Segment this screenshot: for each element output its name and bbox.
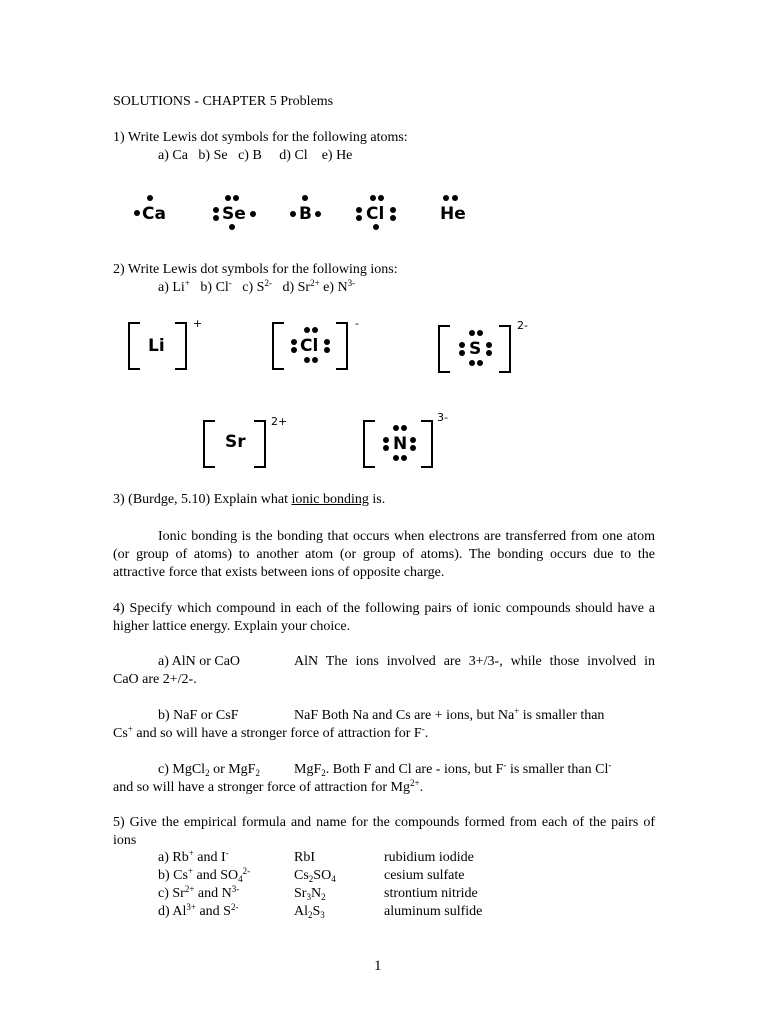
ion-charge: - [355,317,359,330]
right-bracket [175,322,187,370]
electron-dot [134,210,140,216]
electron-dot [370,195,376,201]
electron-dot [383,445,389,451]
ion-charge: 2- [517,319,528,332]
electron-dot [324,347,330,353]
electron-dot [486,342,492,348]
q5-row-formula: RbI [294,850,315,865]
electron-dot [459,342,465,348]
electron-dot [410,445,416,451]
electron-dot [393,455,399,461]
q5-row-formula: $Al_2S_3$ [294,904,325,920]
electron-dot [302,195,308,201]
left-bracket [438,325,450,373]
right-bracket [421,420,433,468]
q5-row-name: cesium sulfate [384,868,465,883]
right-bracket [336,322,348,370]
q5-row-formula: $Sr_3N_2$ [294,886,326,902]
electron-dot [213,207,219,213]
lewis-symbol-s: S [469,339,482,359]
q3-answer: Ionic bonding is the bonding that occurs when electrons are transferred from one atom (or group of atoms) to another atom (or group of atoms). The bonding occurs due to the attractive force that exists between ions of opposite charge. [113,529,655,580]
electron-dot [315,211,321,217]
electron-dot [324,339,330,345]
ion-charge: 2+ [271,415,288,428]
lewis-symbol-sr: Sr [225,432,246,452]
page-number: 1 [374,958,382,974]
electron-dot [477,360,483,366]
lewis-symbol-ca: Ca [142,204,166,224]
lewis-symbol-he: He [440,204,466,224]
q1-prompt: 1) Write Lewis dot symbols for the following atoms: [113,130,408,145]
q4b-answer-cont: Cs+ and so will have a stronger force of attraction for F-. [113,724,429,741]
electron-dot [390,215,396,221]
electron-dot [373,224,379,230]
electron-dot [291,339,297,345]
electron-dot [469,360,475,366]
q4a-answer-cont: CaO are 2+/2-. [113,672,197,687]
electron-dot [401,455,407,461]
electron-dot [459,350,465,356]
left-bracket [363,420,375,468]
q4a-label: a) AlN or CaO [158,654,241,669]
q4a-answer: AlN The ions involved are 3+/3-, while those involved in [294,654,655,669]
q5-row-name: rubidium iodide [384,850,474,865]
q4c-answer: MgF$_2$. Both F and Cl are - ions, but F- is smaller than Cl- [294,760,612,778]
right-bracket [254,420,266,468]
electron-dot [304,327,310,333]
electron-dot [383,437,389,443]
lewis-symbol-n: N [393,434,408,454]
q5-row-ions: d) $Al^{3+}$ and $S^{2-}$ [158,902,239,919]
lewis-symbol-cl-ion: Cl [300,336,319,356]
electron-dot [393,425,399,431]
electron-dot [452,195,458,201]
left-bracket [128,322,140,370]
ion-charge: 3- [437,411,448,424]
electron-dot [213,215,219,221]
q5-row-ions: a) Rb+ and I- [158,848,229,865]
q4-prompt: 4) Specify which compound in each of the following pairs of ionic compounds should have a higher lattice energy. Explain your choice. [113,601,655,634]
electron-dot [312,357,318,363]
lewis-symbol-se: Se [222,204,246,224]
q5-row-ions: b) Cs+ and $SO_4^{2-}$ [158,866,251,884]
left-bracket [272,322,284,370]
electron-dot [486,350,492,356]
lewis-symbol-li: Li [148,336,165,356]
lewis-symbol-b: B [299,204,312,224]
electron-dot [233,195,239,201]
lewis-symbol-cl: Cl [366,204,385,224]
q4c-answer-cont: and so will have a stronger force of attraction for $Mg^{2+}$. [113,778,424,795]
q4b-answer: NaF Both Na and Cs are + ions, but Na+ is smaller than [294,706,605,723]
electron-dot [410,437,416,443]
q4b-label: b) NaF or CsF [158,708,239,723]
q3-prompt: 3) (Burdge, 5.10) Explain what ionic bonding is. [113,492,386,507]
electron-dot [356,215,362,221]
right-bracket [499,325,511,373]
electron-dot [469,330,475,336]
electron-dot [390,207,396,213]
q5-row-ions: c) $Sr^{2+}$ and $N^{3-}$ [158,884,240,901]
electron-dot [291,347,297,353]
left-bracket [203,420,215,468]
ionic-bonding-term: ionic bonding [291,492,369,507]
electron-dot [229,224,235,230]
electron-dot [378,195,384,201]
electron-dot [290,211,296,217]
page-title: SOLUTIONS - CHAPTER 5 Problems [113,94,334,109]
q4c-label: c) MgCl$_2$ or MgF$_2$ [158,762,260,778]
q1-options: a) Ca b) Se c) B d) Cl e) He [158,148,353,163]
electron-dot [304,357,310,363]
electron-dot [225,195,231,201]
electron-dot [443,195,449,201]
q5-prompt: 5) Give the empirical formula and name for the compounds formed from each of the pairs of ions [113,815,655,848]
electron-dot [477,330,483,336]
ion-charge: + [193,317,203,330]
electron-dot [147,195,153,201]
q5-row-formula: $Cs_2SO_4$ [294,868,336,884]
electron-dot [250,211,256,217]
electron-dot [356,207,362,213]
q2-prompt: 2) Write Lewis dot symbols for the following ions: [113,262,398,277]
q5-row-name: aluminum sulfide [384,904,483,919]
q5-row-name: strontium nitride [384,886,478,901]
electron-dot [401,425,407,431]
q2-options: a) Li+ b) Cl- c) $S^{2-}$ d) $Sr^{2+}$ e) $N^{3-}$ [158,278,356,295]
electron-dot [312,327,318,333]
